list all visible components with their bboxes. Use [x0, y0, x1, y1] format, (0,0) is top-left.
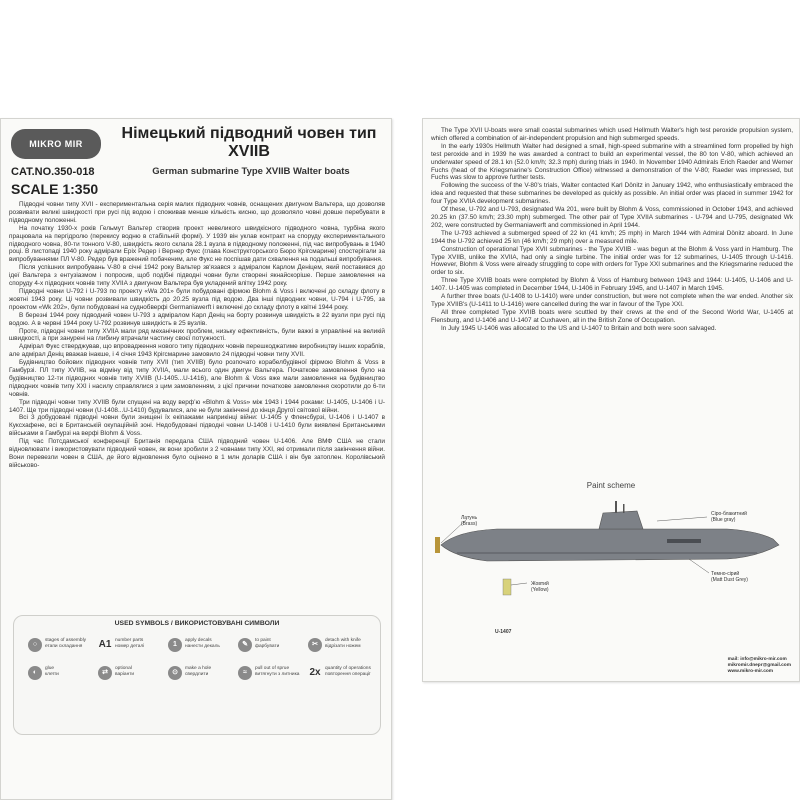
title-english: German submarine Type XVIIB Walter boats [152, 166, 350, 177]
sprue-icon: ≈ [238, 666, 252, 680]
logo-text: MIKRO MIR [29, 139, 83, 149]
paragraph: All three completed Type XVIIB boats were scuttled by their crews at the end of the Second World War, U-1405 at Flensburg, and U-1406 and U-1407 at Cuxhaven, all in the British Zone of Occupation. [431, 308, 793, 324]
decal-icon: 1 [168, 638, 182, 652]
paragraph: Підводні човни типу XVII - експериментальна серія малих підводних човнів, оснащених двигуном Вальтера, що дозволяв розвивати великі швидкості при русі під водою і споживав менше кількість кисню, що дозволяло човні довше перебувати в підводному положенні. [9, 201, 385, 224]
symbol-optional [98, 666, 166, 690]
paragraph: In the early 1930s Hellmuth Walter had designed a small, high-speed submarine with a streamlined form propelled by high test peroxide and in 1939 he was awarded a contract to build an experimental vessel, the 80 ton V-80, which achieved an underwater speed of 28.1 kn (52.0 km/h; 32.3 mph) during trials in 1940. In November 1940 Admirals Erich Raeder and Werner Fuchs (head of the Kriegsmarine's Construction Office) witnessed a demonstration of the V-80; Raeder was impressed, but Fuchs was slow to approve further tests. [431, 142, 793, 182]
contact-email-alt: mikromir.dnepr@gmail.com [727, 663, 791, 668]
paragraph: Три підводні човни типу XVIIB були спущені на воду верфʼю «Blohm & Voss» між 1943 і 1944 роками: U-1405, U-1406 і U-1407. Ще три підводні човни (U-1408...U-1410) будувалися, але не були закінчені до кінця Другої світової війни. [9, 398, 385, 414]
used-symbols-box [13, 615, 381, 735]
paragraph: Of these, U-792 and U-793, designated Wa 201, were built by Blohm & Voss, commissioned in October 1943, and achieved 20.25 kn (37.50 km/h; 23.30 mph) submerged. The other pair of Type XVIIA submarines - U-794 and U-795, designated Wk 202, were constructed by Germaniawerft and commissioned in April 1944. [431, 206, 793, 229]
periscope [615, 501, 617, 513]
paragraph: В березні 1944 року підводний човен U-793 з адміралом Карл Деніц на борту розвинув швидкість в 22 вузли при русі під водою. А в червні 1944 року U-792 розвинув швидкість в 25 вузлів. [9, 311, 385, 327]
symbol-label: optional варіанти [115, 666, 135, 677]
paragraph: Адмірал Фукс стверджував, що впровадження нового типу підводних човнів перешкоджатиме виробництву інших кораблів, але адмірал Деніц вважав інакше, і 4 січня 1943 Крігсмарине замовило 24 підводні човни типу XVII. [9, 343, 385, 359]
title-ukrainian: Німецький підводний човен тип XVIIB [121, 125, 377, 160]
catalog-number: CAT.NO.350-018 [11, 166, 95, 178]
symbol-knife [308, 638, 376, 662]
symbol-sprue [238, 666, 306, 690]
symbol-label: stages of assembly етапи складання [45, 638, 87, 649]
paragraph: The Type XVII U-boats were small coastal submarines which used Hellmuth Walter's high test peroxide propulsion system, which offered a combination of air-independent propulsion and high submerged speeds. [431, 127, 793, 142]
label-yellow: Жовтий (Yellow) [531, 581, 549, 593]
drill-icon: ⊙ [168, 666, 182, 680]
symbol-glue [28, 666, 96, 690]
right-instruction-page [422, 118, 800, 682]
label-blue-gray: Сіро-блакитний (Blue gray) [711, 511, 747, 523]
paragraph: Всі 3 добудовані підводні човни були знищені їх екіпажами наприкінці війни: U-1405 у Фленсбурзі, U-1406 і U-1407 в Куксхафене, всі в Британській окупаційній зоні. Недобудовані підводні човни U-1408 і U-1410 були виявлені Британськими військами в Гамбурзі на верфі Blohm & Voss. [9, 414, 385, 438]
stages-icon: ○ [28, 638, 42, 652]
history-text-english [431, 127, 793, 333]
leader-dark-gray [689, 559, 709, 573]
propeller-brass [435, 537, 440, 553]
scale-label: SCALE 1:350 [11, 181, 99, 197]
paragraph: Підводні човни U-792 і U-793 по проекту «Wa 201» були побудовані фірмою Blohm & Voss і включені до складу флоту в жовтні 1943 року. Ці човни розвивали швидкість до 20.25 вузла під водою. Два інші підводних човни, U-794 і U-795, за проектом «Wk 202», були побудовані на суднобверфі Germaniawerft і включені до складу флоту в квітні 1944 року. [9, 287, 385, 311]
paragraph: In July 1945 U-1406 was allocated to the US and U-1407 to Britain and both were soon salvaged. [441, 324, 717, 332]
glue-icon: ◐ [28, 666, 42, 680]
paragraph: Під час Потсдамської конференції Британія передала США підводний човен U-1406. Але ВМФ США не стали відновлювати і використовувати підводний човен, як вони зробили з 2 човнами типу XXI, які отримали після закінчення війни. Вони перевезли човен в США, де його відновлення було оцінено в 1 млн доларів США і він був затоплен. Королівський військово- [9, 438, 385, 469]
leader-blue-gray [657, 517, 707, 521]
history-text-ukrainian [9, 201, 385, 470]
knife-icon: ✂ [308, 638, 322, 652]
symbol-stages [28, 638, 96, 662]
paint-scheme-title: Paint scheme [586, 481, 636, 490]
paragraph: Three Type XVIIB boats were completed by Blohm & Voss of Hamburg between 1943 and 1944: U-1405, U-1406 and U-1407. U-1405 was completed in December 1944, U-1406 in February 1945, and U-1407 in March 1945. [431, 277, 793, 293]
conning-tower [599, 511, 643, 529]
symbol-label: apply decals нанести декаль [185, 638, 220, 649]
symbol-label: to paint фарбувати [255, 638, 280, 649]
hull-detail [667, 539, 701, 543]
mikromir-logo [11, 129, 101, 159]
symbol-label: make a hole свердлити [185, 666, 212, 677]
hull-shape [441, 529, 779, 561]
paragraph: На початку 1930-х років Гельмут Вальтер створив проект невеликого швидкісного підводного човна, турбіна якого працювала на пергідролю (перекису водню в стабільній формі). У 1939 він уклав контракт на споруду експериментального підводного човна, 80-ти тонного V-80, швидкість якого склала 28.1 вузла в підводному положенні, під час випробувань в 1940 році. В листопаді 1940 року адмірали Еріх Редер і Вернер Фукс (глава Конструкторського Бюро Крігсмарине) спостерігали за випробуваннями ПЛ V-80. Редер був вражений побаченим, але Фукс не поспішав дати схвалення на подальші випробування. [9, 224, 385, 264]
symbol-quantity [308, 666, 376, 690]
label-u1407: U-1407 [495, 629, 512, 635]
symbol-label: quantity of operations повторення операції [325, 666, 371, 677]
paragraph: Будівництво бойових підводних човнів типу XVII (тип XVIIB) було розпочато корабелбудівної фірмою Blohm & Voss в Гамбурзі. ПЛ типу XVIIB, на відміну від типу XVIIA, мали всього один двигун Вальтера. Початкове замовлення було на будівництво 12-ти підводних човнів типу XVIIB (U-1405...U-1416), але Blohm & Voss вже мали замовлення на будівництво підводних човнів типу XXI і насилу справлялися з цим замовленням, з цієї причини початкове замовлення скоротили до 6-ти човнів. [9, 359, 385, 398]
symbol-label: number parts номер деталі [115, 638, 145, 649]
u1407-tower-yellow [503, 579, 511, 595]
left-instruction-page [0, 118, 392, 800]
leader-yellow [511, 583, 527, 585]
optional-icon: ⇄ [98, 666, 112, 680]
contact-website: www.mikro-mir.com [727, 669, 774, 674]
part-number-icon: A1 [98, 639, 112, 650]
paragraph: Після успішних випробувань V-80 в січні 1942 року Вальтер зв'язався з адміралом Карлом Деніцем, який поставився до ідеї Вальтера з ентузіазмом і попросив, щоб подібні підводні човни були створені якнайскоріше. Перше замовлення на споруду 4-х підводних човнів типу XVIIA з двигуном Вальтера був укладений влітку 1942 року. [9, 264, 385, 288]
symbol-label: detach with knife відрізати ножем [325, 638, 361, 649]
paragraph: Following the success of the V-80's trials, Walter contacted Karl Dönitz in January 1942, who enthusiastically embraced the idea and requested that these submarines be developed as quickly as possible. An initial order was placed in summer 1942 for four Type XVIIA development submarines. [431, 182, 793, 206]
paragraph: A further three boats (U-1408 to U-1410) were under construction, but were not complete when the war ended. Another six Type XVIIB's (U-1411 to U-1416) were cancelled during the war in favour of the Type XXI. [431, 293, 793, 308]
symbol-paint [238, 638, 306, 662]
paragraph: Construction of operational Type XVII submarines - the Type XVIIB - was begun at the Blohm & Voss yard in Hamburg. The Type XVIIB, unlike the XVIIA, had only a single turbine. The initial order was for 12 submarines, U-1405 through U-1416. However, Blohm & Voss were already struggling to cope with orders for Type XXI submarines and the Kriegsmarine reduced the order to six. [431, 245, 793, 277]
symbol-decals [168, 638, 236, 662]
contact-info [728, 657, 791, 675]
symbol-drill [168, 666, 236, 690]
symbol-label: glue клеїти [45, 666, 59, 677]
label-dark-gray: Темно-сірий (Matt Dust Grey) [711, 571, 748, 583]
snorkel [623, 504, 625, 513]
contact-email: mail: info@mikro-mir.com [727, 657, 787, 662]
paint-brush-icon: ✎ [238, 638, 252, 652]
paragraph: The U-793 achieved a submerged speed of 22 kn (41 km/h; 25 mph) in March 1944 with Admiral Dönitz aboard. In June 1944 the U-792 achieved 25 kn (46 km/h; 29 mph) over a measured mile. [431, 229, 793, 245]
symbol-label: pull out of sprue витягнути з литника [255, 666, 300, 677]
symbol-part-number [98, 638, 166, 662]
quantity-icon: 2x [309, 667, 321, 678]
symbols-title: USED SYMBOLS / ВИКОРИСТОВУВАНІ СИМВОЛИ [114, 620, 280, 627]
label-brass: Латунь (Brass) [461, 515, 478, 527]
paragraph: Проте, підводні човни типу XVIIA мали ряд механічних проблем, низьку ефективність, були важкі в управлінні на великій швидкості, а при занурені на глибину втрачали частину своєї потужності. [9, 327, 385, 343]
